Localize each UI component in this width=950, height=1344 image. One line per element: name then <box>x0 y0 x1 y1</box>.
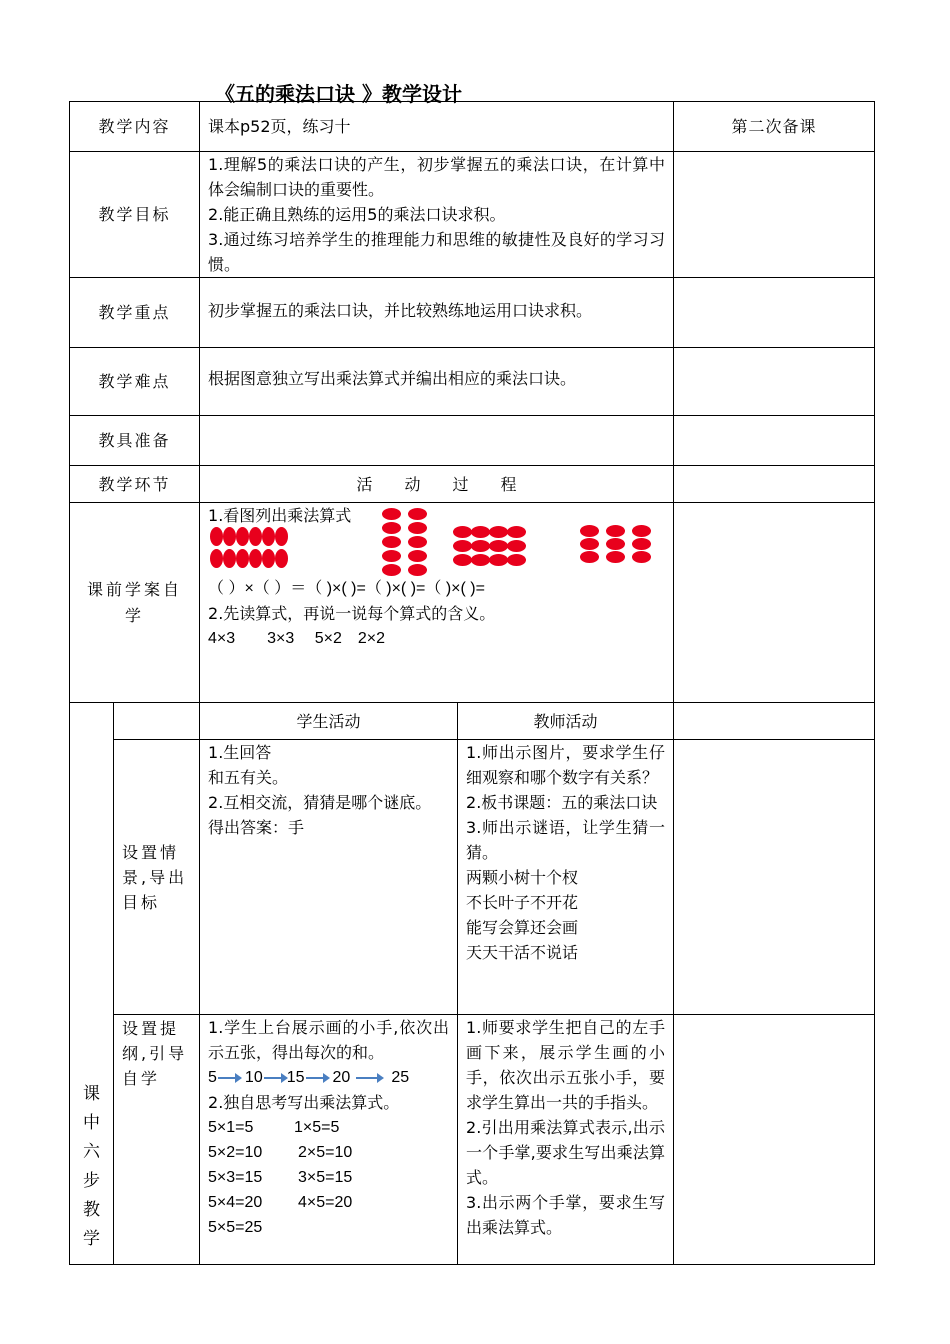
red-dot <box>408 508 427 520</box>
equation-row: 5×3=15 3×5=15 <box>208 1169 353 1186</box>
label-preview: 课前学案自学 <box>70 503 200 703</box>
s1-teacher-line-5: 不长叶子不开花 <box>466 893 579 912</box>
label-in-class: 课中六步教学 <box>70 703 114 1265</box>
red-dot <box>382 550 401 562</box>
goals-cell <box>200 152 674 278</box>
red-dot <box>408 550 427 562</box>
number-sequence <box>208 1065 449 1090</box>
preview-cell <box>200 503 674 703</box>
s1-teacher-line-4: 两颗小树十个杈 <box>466 868 579 887</box>
red-dot <box>382 522 401 534</box>
stage-1-prep <box>674 740 875 1015</box>
red-dot <box>275 527 288 546</box>
stage-2-teacher <box>458 1015 674 1265</box>
row-tools <box>70 416 875 466</box>
goal-3: 3.通过练习培养学生的推理能力和思维的敏捷性及良好的学习习惯。 <box>208 230 666 274</box>
tools-value <box>200 416 674 466</box>
red-dot <box>262 527 275 546</box>
equation-row: 5×1=5 1×5=5 <box>208 1119 340 1136</box>
label-key: 教学重点 <box>70 278 200 348</box>
s1-student-line-3: 2.互相交流，猜猜是哪个谜底。 <box>208 793 432 812</box>
s2-student-q2: 2.独自思考写出乘法算式。 <box>208 1093 400 1112</box>
process-header: 活 动 过 程 <box>200 466 674 503</box>
red-dot <box>507 554 526 566</box>
equation-list <box>208 1115 449 1240</box>
equation-row: 5×2=10 2×5=10 <box>208 1144 353 1161</box>
stage-2-label: 设置提纲,引导自学 <box>114 1015 200 1265</box>
second-prep-header: 第二次备课 <box>674 102 875 152</box>
row-preview <box>70 503 875 703</box>
seq-4: 20 <box>332 1069 351 1086</box>
seq-3: 15 <box>286 1069 305 1086</box>
s1-teacher-line-1: 1.师出示图片，要求学生仔细观察和哪个数字有关系？ <box>466 743 666 787</box>
red-dot <box>223 527 236 546</box>
equation-row: 5×4=20 4×5=20 <box>208 1194 353 1211</box>
label-content: 教学内容 <box>70 102 200 152</box>
s1-teacher-line-7: 天天干活不说话 <box>466 943 579 962</box>
difficulty-value: 根据图意独立写出乘法算式并编出相应的乘法口诀。 <box>200 348 674 416</box>
lesson-plan-table <box>69 101 875 1265</box>
s1-teacher-line-6: 能写会算还会画 <box>466 918 579 937</box>
red-dot <box>507 540 526 552</box>
red-dot <box>489 526 508 538</box>
red-dot <box>489 554 508 566</box>
difficulty-prep <box>674 348 875 416</box>
label-steps: 教学环节 <box>70 466 200 503</box>
preview-expressions: 4×3 3×3 5×2 2×2 <box>208 630 386 647</box>
document-title: 《五的乘法口诀 》教学设计 <box>215 82 462 106</box>
row-key <box>70 278 875 348</box>
red-dot <box>249 549 262 568</box>
equation-row: 5×5=25 <box>208 1219 263 1236</box>
tools-prep <box>674 416 875 466</box>
key-prep <box>674 278 875 348</box>
activity-prep <box>674 703 875 740</box>
red-dot <box>236 549 249 568</box>
key-value: 初步掌握五的乘法口诀，并比较熟练地运用口诀求积。 <box>200 278 674 348</box>
red-dot <box>453 554 472 566</box>
row-steps <box>70 466 875 503</box>
s2-teacher-line-3: 3.出示两个手掌，要求生写出乘法算式。 <box>466 1193 666 1237</box>
red-dot <box>580 538 599 550</box>
red-dot <box>632 538 651 550</box>
red-dot <box>471 554 490 566</box>
goals-prep <box>674 152 875 278</box>
s2-student-intro: 1.学生上台展示画的小手,依次出示五张，得出每次的和。 <box>208 1018 450 1062</box>
red-dot <box>210 549 223 568</box>
red-dot <box>275 549 288 568</box>
red-dot <box>210 527 223 546</box>
preview-q1: 1.看图列出乘法算式 <box>208 506 352 525</box>
red-dot <box>606 525 625 537</box>
red-dot <box>453 540 472 552</box>
arrow-icon <box>356 1077 382 1079</box>
red-dot <box>580 551 599 563</box>
red-dot <box>453 526 472 538</box>
seq-5: 25 <box>391 1069 410 1086</box>
red-dot <box>223 549 236 568</box>
steps-prep <box>674 466 875 503</box>
stage-1-teacher <box>458 740 674 1015</box>
red-dot <box>236 527 249 546</box>
student-header: 学生活动 <box>200 703 458 740</box>
red-dot <box>471 540 490 552</box>
stage-header-blank <box>114 703 200 740</box>
arrow-icon <box>218 1077 240 1079</box>
red-dot <box>262 549 275 568</box>
red-dot <box>507 526 526 538</box>
arrow-icon <box>306 1077 328 1079</box>
s2-teacher-line-2: 2.引出用乘法算式表示,出示一个手掌,要求生写出乘法算式。 <box>466 1118 666 1187</box>
stage-2-prep <box>674 1015 875 1265</box>
s1-teacher-line-3: 3.师出示谜语，让学生猜一猜。 <box>466 818 666 862</box>
s1-student-line-2: 和五有关。 <box>208 768 289 787</box>
label-goals: 教学目标 <box>70 152 200 278</box>
label-difficulty: 教学难点 <box>70 348 200 416</box>
goal-1: 1.理解5的乘法口诀的产生，初步掌握五的乘法口诀，在计算中体会编制口诀的重要性。 <box>208 155 666 199</box>
label-tools: 教具准备 <box>70 416 200 466</box>
content-value: 课本p52页，练习十 <box>200 102 674 152</box>
row-stage-2 <box>70 1015 875 1265</box>
red-dot <box>382 536 401 548</box>
seq-1: 5 <box>208 1069 217 1086</box>
red-dot <box>408 564 427 576</box>
row-stage-1 <box>70 740 875 1015</box>
red-dot <box>606 538 625 550</box>
arrow-icon <box>264 1077 286 1079</box>
row-goals <box>70 152 875 278</box>
red-dot <box>580 525 599 537</box>
stage-2-student <box>200 1015 458 1265</box>
goal-2: 2.能正确且熟练的运用5的乘法口诀求积。 <box>208 205 506 224</box>
row-difficulty <box>70 348 875 416</box>
red-dot <box>382 564 401 576</box>
red-dot <box>382 508 401 520</box>
row-content <box>70 102 875 152</box>
row-activity-headers <box>70 703 875 740</box>
red-dot <box>632 551 651 563</box>
preview-q2: 2.先读算式，再说一说每个算式的含义。 <box>208 604 496 623</box>
s2-teacher-line-1: 1.师要求学生把自己的左手画下来，展示学生画的小手，依次出示五张小手，要求学生算出一共的手指头。 <box>466 1018 666 1112</box>
s1-student-line-4: 得出答案：手 <box>208 818 305 837</box>
red-dot <box>632 525 651 537</box>
dot-pictures <box>208 528 665 570</box>
red-dot <box>606 551 625 563</box>
preview-blanks: （ ）×（ ）＝（ )×( )=（ )×( )=（ )×( )= <box>208 580 485 597</box>
red-dot <box>471 526 490 538</box>
red-dot <box>489 540 508 552</box>
s1-teacher-line-2: 2.板书课题：五的乘法口诀 <box>466 793 658 812</box>
red-dot <box>408 536 427 548</box>
stage-1-label: 设置情景,导出目标 <box>114 740 200 1015</box>
red-dot <box>249 527 262 546</box>
preview-prep <box>674 503 875 703</box>
red-dot <box>408 522 427 534</box>
stage-1-student <box>200 740 458 1015</box>
seq-2: 10 <box>244 1069 263 1086</box>
teacher-header: 教师活动 <box>458 703 674 740</box>
s1-student-line-1: 1.生回答 <box>208 743 272 762</box>
